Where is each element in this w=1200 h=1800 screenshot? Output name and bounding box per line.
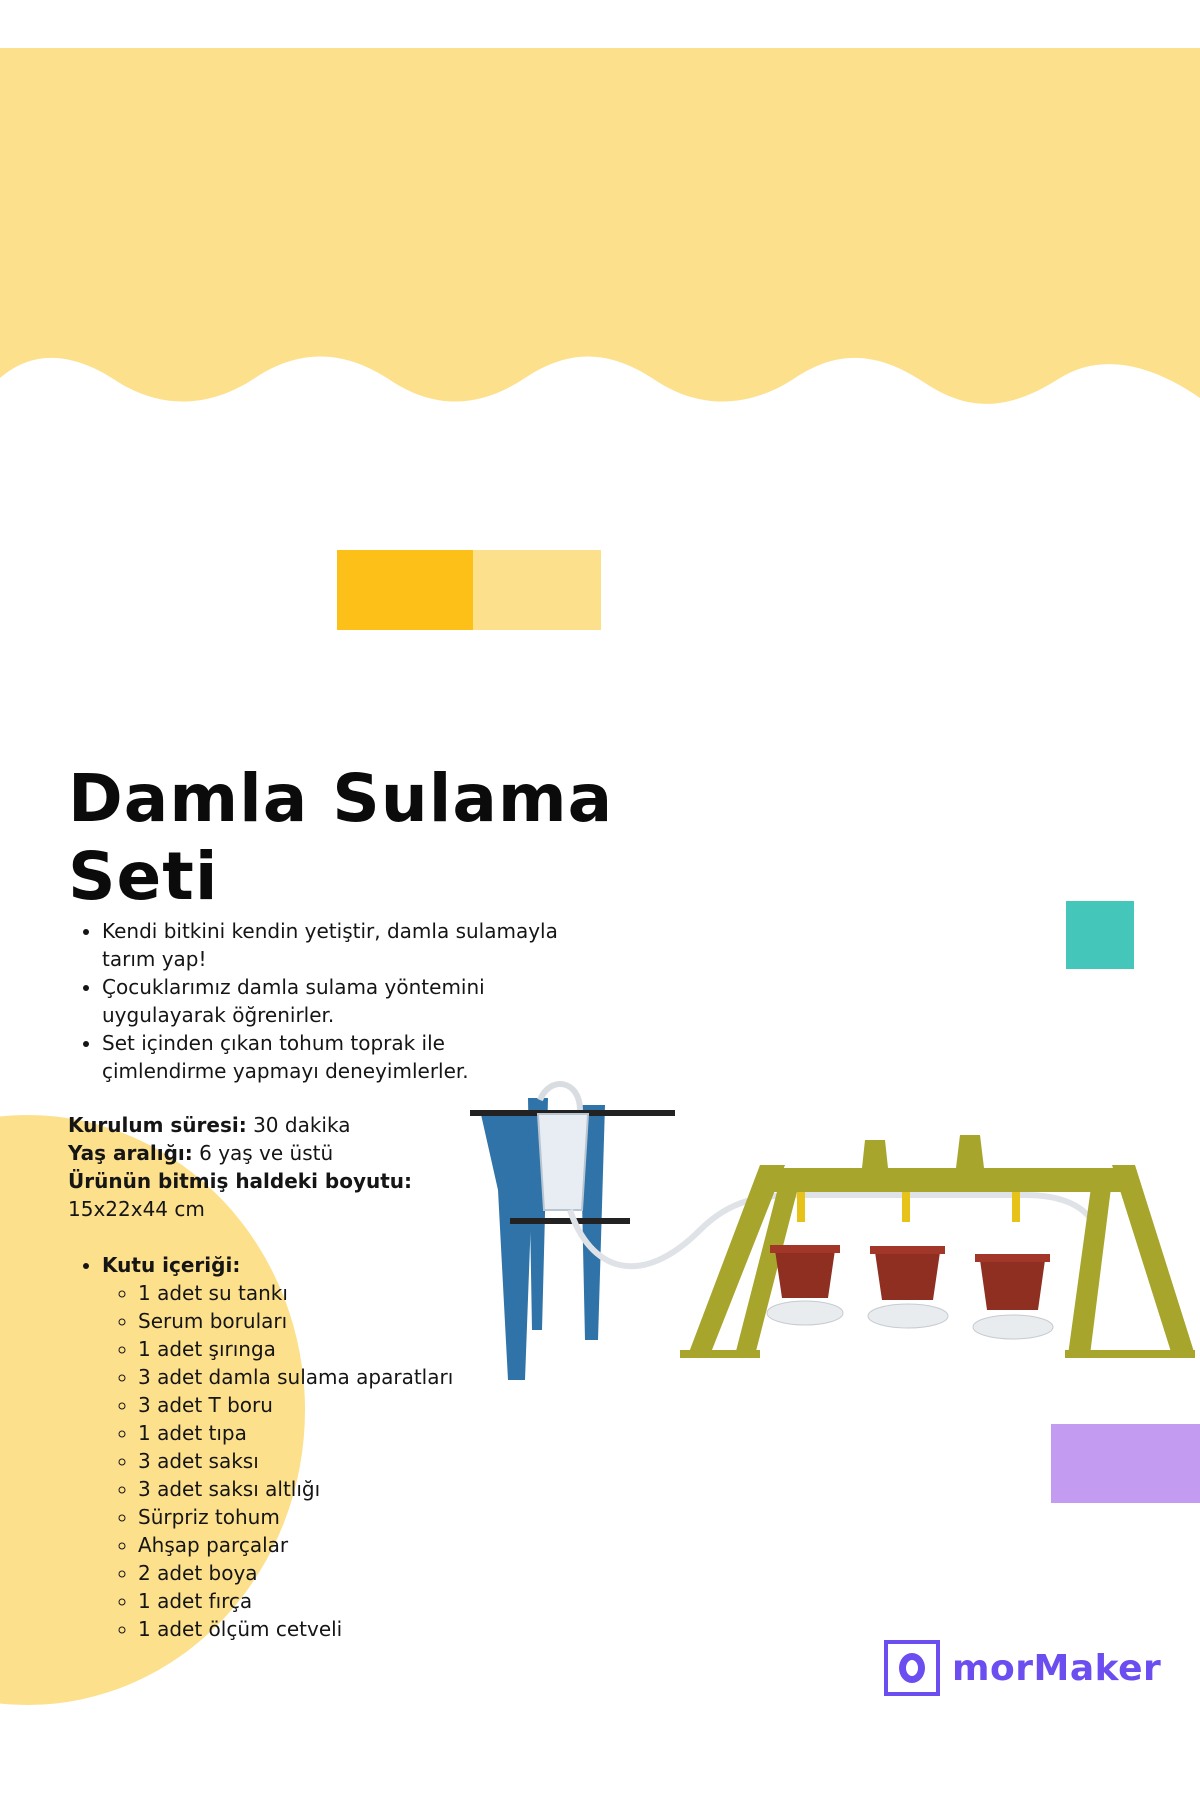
top-wave-banner xyxy=(0,48,1200,428)
intro-item: • Çocuklarımız damla sulama yöntemini uygulayarak öğrenirler. xyxy=(102,973,562,1029)
list-item: ◦ 3 adet saksı altlığı xyxy=(138,1475,453,1503)
box-contents xyxy=(68,1251,453,1643)
setup-time-value: 30 dakika xyxy=(253,1113,351,1137)
box-contents-heading: Kutu içeriği: xyxy=(102,1253,241,1277)
intro-item: • Kendi bitkini kendin yetiştir, damla sulamayla tarım yap! xyxy=(102,917,562,973)
age-range-label: Yaş aralığı: xyxy=(68,1141,193,1165)
title-line-2: Seti xyxy=(68,838,219,915)
list-item: ◦ 1 adet ölçüm cetveli xyxy=(138,1615,453,1643)
product-size xyxy=(68,1167,508,1195)
list-item: ◦ 1 adet fırça xyxy=(138,1587,453,1615)
box-contents-heading-item xyxy=(102,1251,453,1643)
title-line-1: Damla Sulama xyxy=(68,760,614,837)
product-size-value-row xyxy=(68,1195,508,1223)
age-range xyxy=(68,1139,508,1167)
list-item: ◦ 1 adet tıpa xyxy=(138,1419,453,1447)
purple-rectangle xyxy=(1051,1424,1200,1503)
orange-swatch xyxy=(337,550,473,630)
list-item: ◦ Ahşap parçalar xyxy=(138,1531,453,1559)
product-photo xyxy=(470,1080,1200,1420)
list-item: ◦ Sürpriz tohum xyxy=(138,1503,453,1531)
brand-logo xyxy=(884,1640,1161,1696)
box-contents-list xyxy=(102,1279,453,1643)
intro-list xyxy=(68,917,562,1085)
list-item: ◦ Serum boruları xyxy=(138,1307,453,1335)
intro-item: • Set içinden çıkan tohum toprak ile çimlendirme yapmayı deneyimlerler. xyxy=(102,1029,562,1085)
list-item: ◦ 3 adet saksı xyxy=(138,1447,453,1475)
water-tank-stand xyxy=(470,1084,675,1380)
list-item: ◦ 3 adet damla sulama aparatları xyxy=(138,1363,453,1391)
page-title xyxy=(68,760,688,916)
list-item: ◦ 1 adet su tankı xyxy=(138,1279,453,1307)
brand-name: morMaker xyxy=(952,1647,1162,1689)
setup-time-label: Kurulum süresi: xyxy=(68,1113,247,1137)
pot-3 xyxy=(973,1192,1053,1339)
list-item: ◦ 3 adet T boru xyxy=(138,1391,453,1419)
list-item: ◦ 2 adet boya xyxy=(138,1559,453,1587)
pot-2 xyxy=(868,1192,948,1328)
teal-square xyxy=(1066,901,1134,969)
product-size-value: 15x22x44 cm xyxy=(68,1197,205,1221)
mormaker-logo-icon xyxy=(884,1640,940,1696)
setup-time xyxy=(68,1111,508,1139)
yellow-swatch xyxy=(473,550,601,630)
product-specs xyxy=(68,1111,508,1223)
list-item: ◦ 1 adet şırınga xyxy=(138,1335,453,1363)
age-range-value: 6 yaş ve üstü xyxy=(199,1141,334,1165)
product-size-label: Ürünün bitmiş haldeki boyutu: xyxy=(68,1169,413,1193)
